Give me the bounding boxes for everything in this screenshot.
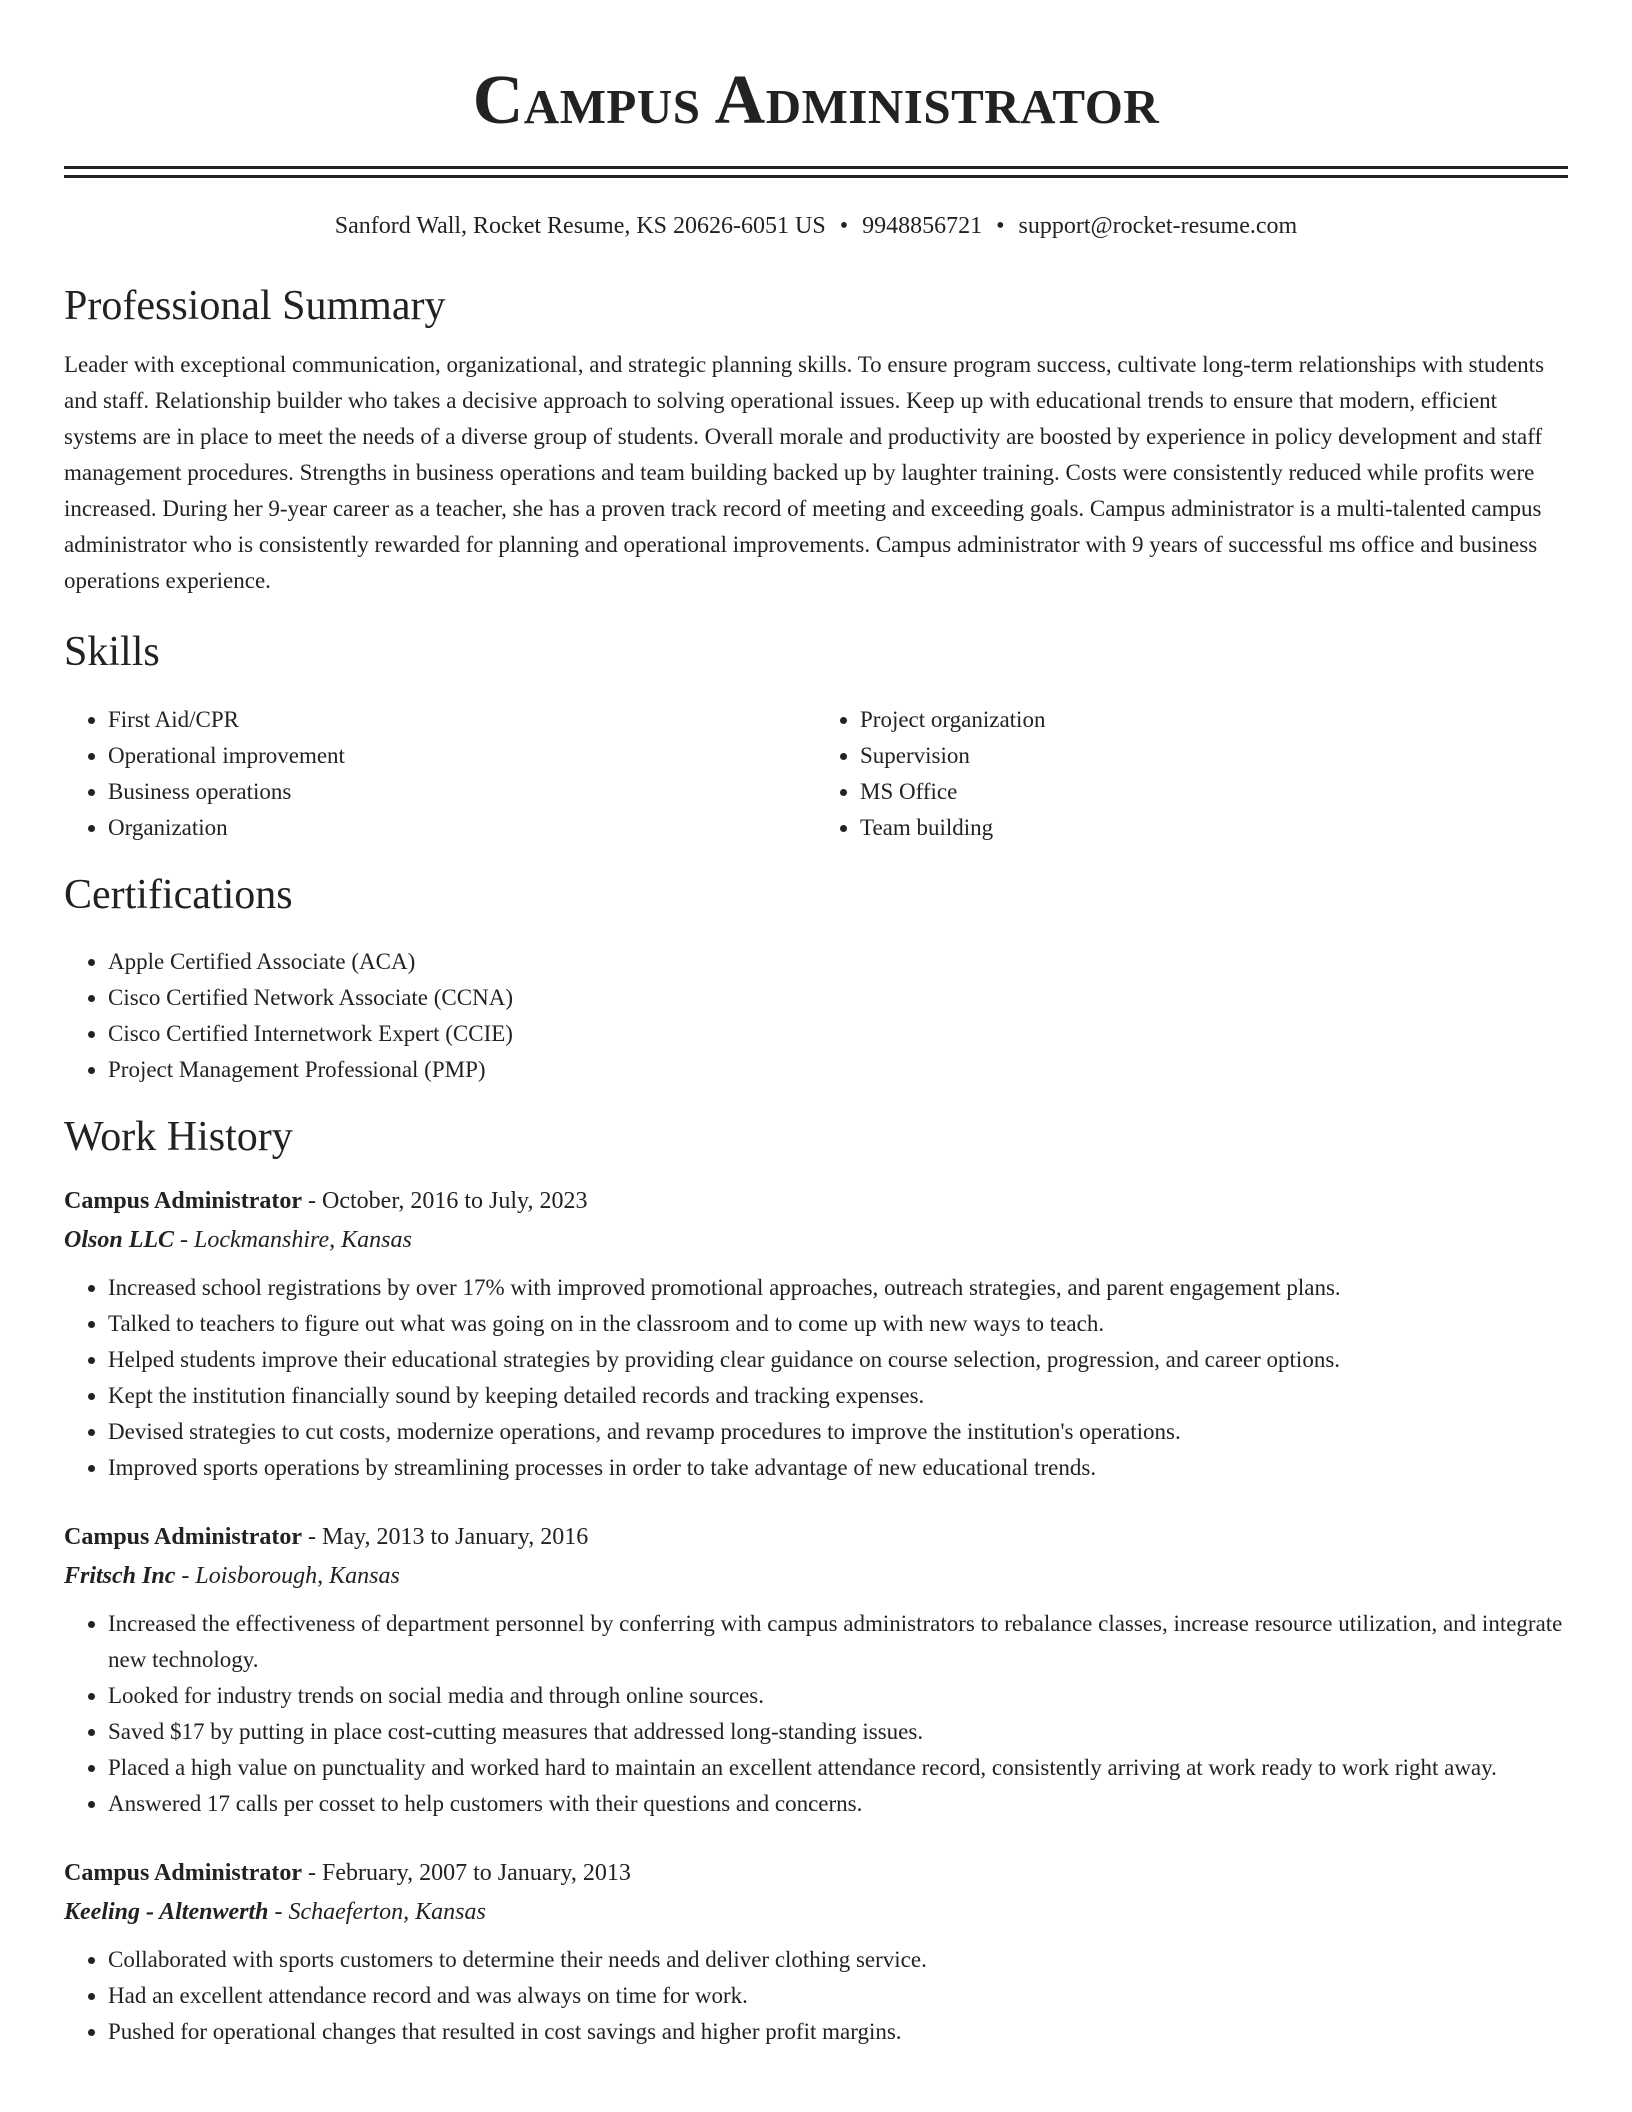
certification-item: • Apple Certified Associate (ACA) (108, 944, 1568, 980)
job-dates: - February, 2007 to January, 2013 (302, 1860, 631, 1887)
skill-item: • Project organization (860, 702, 1568, 738)
contact-line (64, 212, 1568, 241)
skills-heading: Skills (64, 629, 160, 676)
job-bullets (64, 1942, 1568, 2050)
job-bullet: • Answered 17 calls per cosset to help customers with their questions and concerns. (108, 1786, 1568, 1822)
job-dates: - May, 2013 to January, 2016 (302, 1524, 589, 1551)
skill-item: • Business operations (108, 774, 816, 810)
skill-item: • Supervision (860, 738, 1568, 774)
job-bullet: • Collaborated with sports customers to determine their needs and deliver clothing service. (108, 1942, 1568, 1978)
summary-heading: Professional Summary (64, 282, 446, 329)
job-location: - Loisborough, Kansas (175, 1563, 400, 1590)
job-bullet: • Kept the institution financially sound by keeping detailed records and tracking expenses. (108, 1378, 1568, 1414)
work-history-section (64, 1112, 1568, 2050)
job-bullet: • Helped students improve their educational strategies by providing clear guidance on course selection, progression, and career options. (108, 1342, 1568, 1378)
job-bullet: • Increased school registrations by over 17% with improved promotional approaches, outreach strategies, and parent engagement plans. (108, 1270, 1568, 1306)
job-title-line (64, 1518, 1568, 1556)
job-entry (64, 1182, 1568, 1486)
job-company-line (64, 1892, 1568, 1932)
certification-item: • Cisco Certified Network Associate (CCNA) (108, 980, 1568, 1016)
job-company: Olson LLC (64, 1227, 175, 1254)
summary-text: Leader with exceptional communication, organizational, and strategic planning skills. To ensure program success, cultivate long-term relationships with students and staff. Relationship builder who takes a decisive approach to solving operational issues. Keep up with educational trends to ensure that modern, efficient systems are in place to meet the needs of a diverse group of students. Overall morale and productivity are boosted by experience in policy development and staff management procedures. Strengths in business operations and team building backed up by laughter training. Costs were consistently reduced while profits were increased. During her 9-year career as a teacher, she has a proven track record of meeting and exceeding goals. Campus administrator is a multi-talented campus administrator who is consistently rewarded for planning and operational improvements. Campus administrator with 9 years of successful ms office and business operations experience. (64, 352, 1545, 594)
job-bullet: • Saved $17 by putting in place cost-cutting measures that addressed long-standing issues. (108, 1714, 1568, 1750)
job-location: - Lockmanshire, Kansas (174, 1227, 412, 1254)
job-company: Fritsch Inc (64, 1563, 176, 1590)
job-bullets (64, 1606, 1568, 1822)
page-title: Campus Administrator (472, 62, 1160, 139)
certifications-section (64, 870, 1568, 1088)
job-bullet: • Looked for industry trends on social media and through online sources. (108, 1678, 1568, 1714)
work-history-heading: Work History (64, 1113, 293, 1160)
job-entry (64, 1854, 1568, 2050)
skills-list-left (64, 702, 816, 846)
job-company-line (64, 1220, 1568, 1260)
job-title: Campus Administrator (64, 1524, 303, 1551)
skill-item: • Team building (860, 810, 1568, 846)
contact-phone: 9948856721 (862, 213, 983, 239)
certification-item: • Project Management Professional (PMP) (108, 1052, 1568, 1088)
summary-section (64, 281, 1568, 599)
job-title-line (64, 1854, 1568, 1892)
contact-email: support@rocket-resume.com (1018, 213, 1298, 239)
certifications-heading: Certifications (64, 871, 293, 918)
job-bullet: • Improved sports operations by streamlining processes in order to take advantage of new educational trends. (108, 1450, 1568, 1486)
job-dates: - October, 2016 to July, 2023 (302, 1188, 588, 1215)
skills-grid (64, 702, 1568, 846)
job-bullet: • Placed a high value on punctuality and worked hard to maintain an excellent attendance record, consistently arriving at work ready to work right away. (108, 1750, 1568, 1786)
header-rule-bottom (64, 175, 1568, 178)
job-bullet: • Had an excellent attendance record and was always on time for work. (108, 1978, 1568, 2014)
job-title-line (64, 1182, 1568, 1220)
contact-address: Sanford Wall, Rocket Resume, KS 20626-6051 US (334, 213, 826, 239)
job-location: - Schaeferton, Kansas (268, 1899, 486, 1926)
skills-list-right (816, 702, 1568, 846)
skill-item: • MS Office (860, 774, 1568, 810)
certifications-list (64, 944, 1568, 1088)
job-title: Campus Administrator (64, 1188, 303, 1215)
job-bullet: • Increased the effectiveness of department personnel by conferring with campus administrators to rebalance classes, increase resource utilization, and integrate new technology. (108, 1606, 1568, 1678)
job-company-line (64, 1556, 1568, 1596)
contact-separator: • (996, 213, 1005, 239)
job-company: Keeling - Altenwerth (64, 1899, 269, 1926)
contact-separator: • (839, 213, 849, 239)
job-bullet: • Pushed for operational changes that resulted in cost savings and higher profit margins. (108, 2014, 1568, 2050)
job-bullet: • Devised strategies to cut costs, modernize operations, and revamp procedures to improve the institution's operations. (108, 1414, 1568, 1450)
job-bullet: • Talked to teachers to figure out what was going on in the classroom and to come up with new ways to teach. (108, 1306, 1568, 1342)
skill-item: • Operational improvement (108, 738, 816, 774)
job-entry (64, 1518, 1568, 1822)
job-title: Campus Administrator (64, 1860, 303, 1887)
header-rule-top (64, 166, 1568, 169)
skill-item: • Organization (108, 810, 816, 846)
skill-item: • First Aid/CPR (108, 702, 816, 738)
certification-item: • Cisco Certified Internetwork Expert (CCIE) (108, 1016, 1568, 1052)
job-bullets (64, 1270, 1568, 1486)
skills-section (64, 627, 1568, 845)
